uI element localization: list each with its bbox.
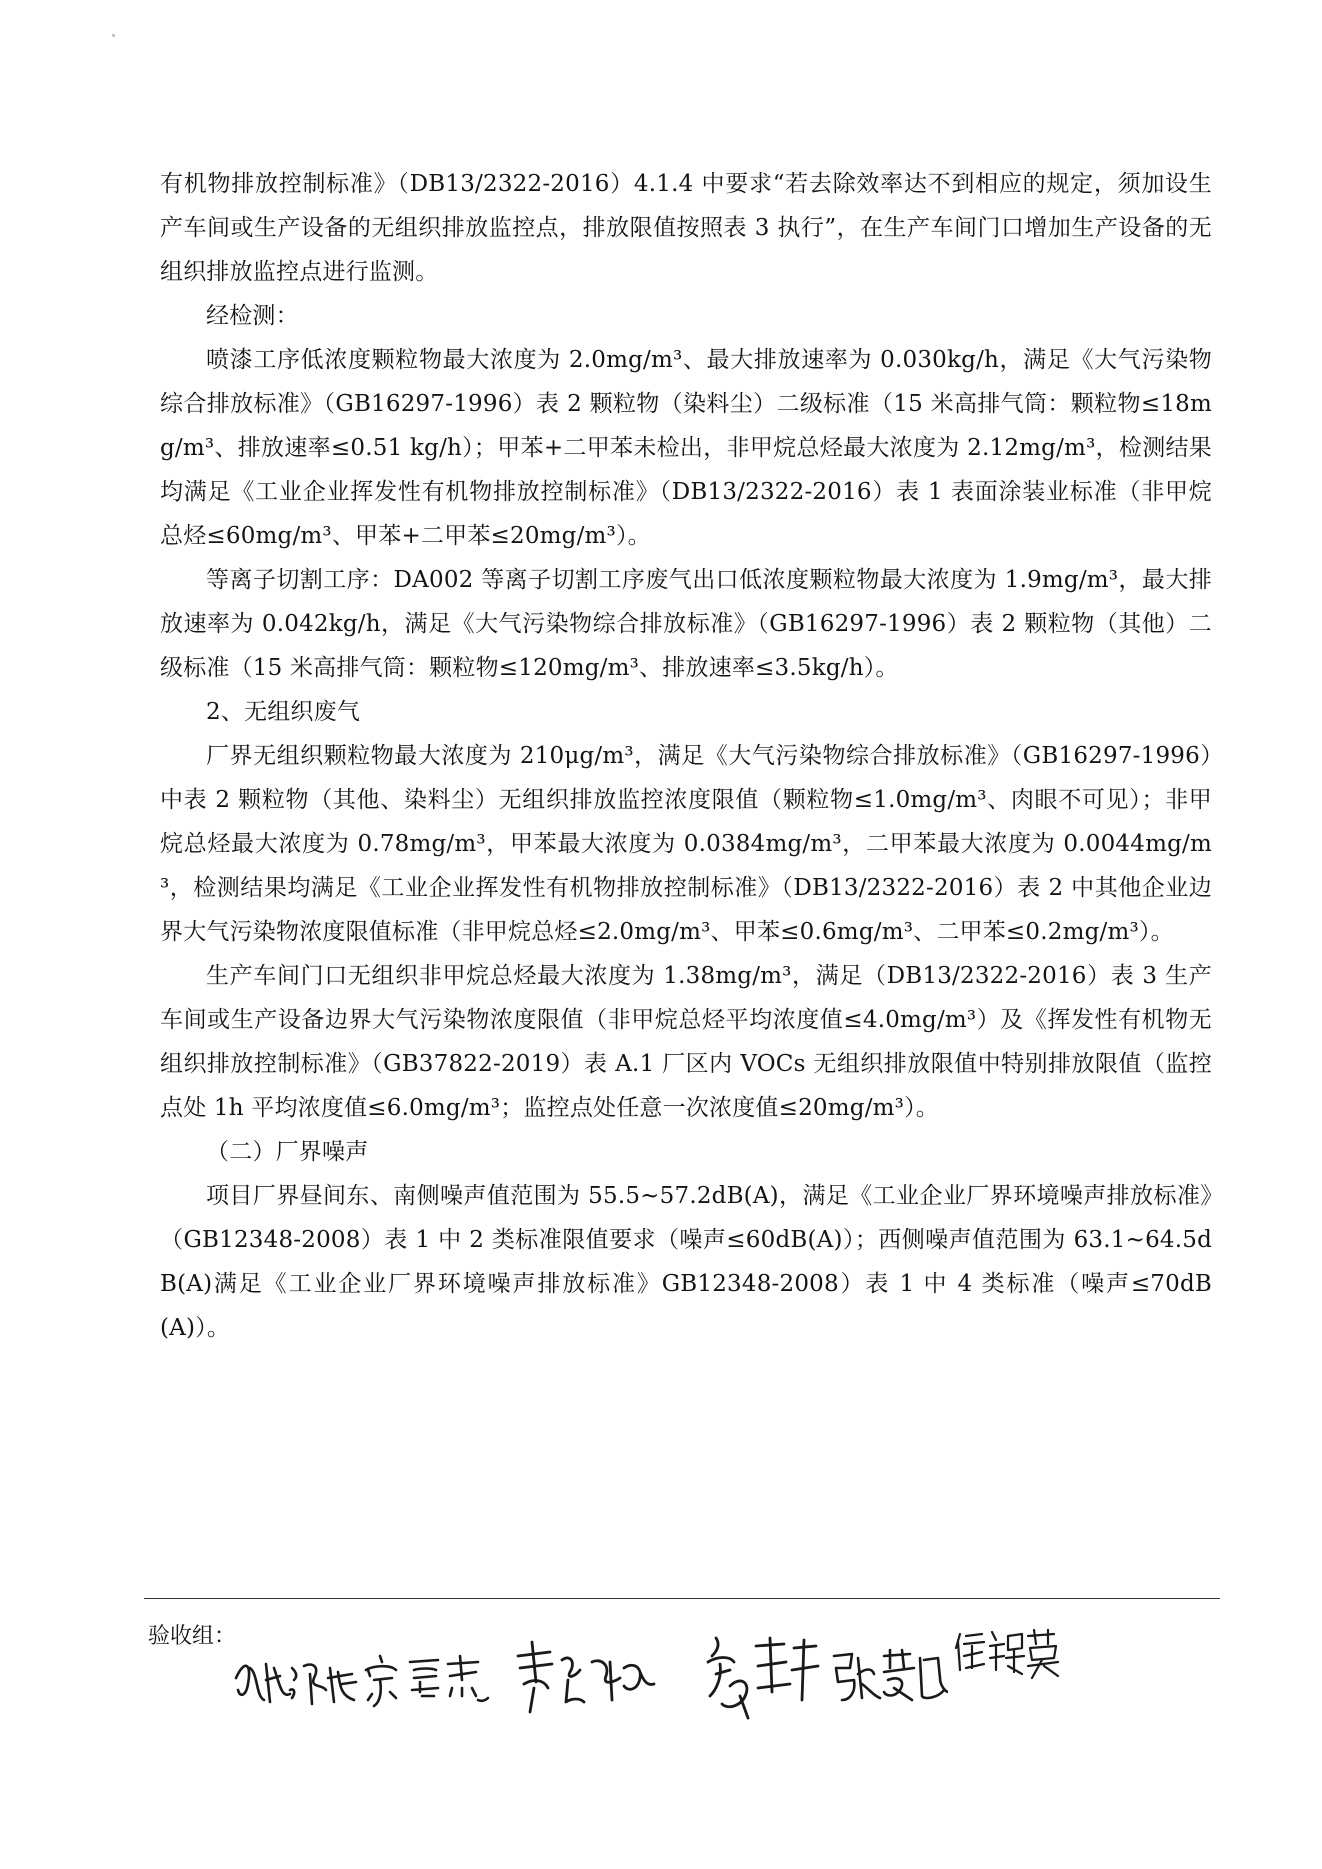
signature-5 xyxy=(828,1638,948,1718)
heading-boundary-noise: （二）厂界噪声 xyxy=(206,1139,369,1165)
signature-2 xyxy=(360,1640,490,1720)
paragraph-noise-results: 项目厂界昼间东、南侧噪声值范围为 55.5~57.2dB(A)，满足《工业企业厂界环境噪声排放标准》（GB12348-2008）表 1 中 2 类标准限值要求（噪声≤60dB(A)）；西侧噪声值范围为 63.1~64.5dB(A)满足《工业企业厂界环境噪声排放标准》GB12348-2008）表 1 中 4 类标准（噪声≤70dB(A)）。 xyxy=(160,1183,1212,1341)
paragraph-test-intro: 经检测： xyxy=(206,303,299,329)
body-text xyxy=(160,162,1212,1350)
paragraph-plasma-cutting: 等离子切割工序：DA002 等离子切割工序废气出口低浓度颗粒物最大浓度为 1.9mg/m³，最大排放速率为 0.042kg/h，满足《大气污染物综合排放标准》（GB16297-1996）表 2 颗粒物（其他）二级标准（15 米高排气筒：颗粒物≤120mg/m³、排放速率≤3.5kg/h）。 xyxy=(160,567,1212,681)
paragraph-boundary-particulates: 厂界无组织颗粒物最大浓度为 210μg/m³，满足《大气污染物综合排放标准》（GB16297-1996）中表 2 颗粒物（其他、染料尘）无组织排放监控浓度限值（颗粒物≤1.0mg/m³、肉眼不可见）；非甲烷总烃最大浓度为 0.78mg/m³，甲苯最大浓度为 0.0384mg/m³，二甲苯最大浓度为 0.0044mg/m³，检测结果均满足《工业企业挥发性有机物排放控制标准》（DB13/2322-2016）表 2 中其他企业边界大气污染物浓度限值标准（非甲烷总烃≤2.0mg/m³、甲苯≤0.6mg/m³、二甲苯≤0.2mg/m³）。 xyxy=(160,743,1212,945)
acceptance-group-label: 验收组： xyxy=(148,1624,237,1649)
signature-4 xyxy=(700,1626,820,1726)
heading-fugitive-emissions: 2、无组织废气 xyxy=(206,699,361,725)
paragraph-painting-process: 喷漆工序低浓度颗粒物最大浓度为 2.0mg/m³、最大排放速率为 0.030kg/h，满足《大气污染物综合排放标准》（GB16297-1996）表 2 颗粒物（染料尘）二级标准（15 米高排气筒：颗粒物≤18mg/m³、排放速率≤0.51 kg/h）；甲苯+二甲苯未检出，非甲烷总烃最大浓度为 2.12mg/m³，检测结果均满足《工业企业挥发性有机物排放控制标准》（DB13/2322-2016）表 1 表面涂装业标准（非甲烷总烃≤60mg/m³、甲苯+二甲苯≤20mg/m³）。 xyxy=(160,347,1212,549)
signature-3 xyxy=(510,1632,660,1722)
signature-1 xyxy=(230,1638,360,1718)
footer-divider xyxy=(144,1598,1220,1599)
paragraph-workshop-door: 生产车间门口无组织非甲烷总烃最大浓度为 1.38mg/m³，满足（DB13/2322-2016）表 3 生产车间或生产设备边界大气污染物浓度限值（非甲烷总烃平均浓度值≤4.0mg/m³）及《挥发性有机物无组织排放控制标准》（GB37822-2019）表 A.1 厂区内 VOCs 无组织排放限值中特别排放限值（监控点处 1h 平均浓度值≤6.0mg/m³；监控点处任意一次浓度值≤20mg/m³）。 xyxy=(160,963,1212,1121)
signature-area xyxy=(230,1620,1230,1780)
scan-speck xyxy=(112,34,115,37)
paragraph-continuation: 有机物排放控制标准》（DB13/2322-2016）4.1.4 中要求“若去除效率达不到相应的规定，须加设生产车间或生产设备的无组织排放监控点，排放限值按照表 3 执行”，在生产车间门口增加生产设备的无组织排放监控点进行监测。 xyxy=(160,171,1212,285)
signature-6 xyxy=(952,1622,1062,1682)
